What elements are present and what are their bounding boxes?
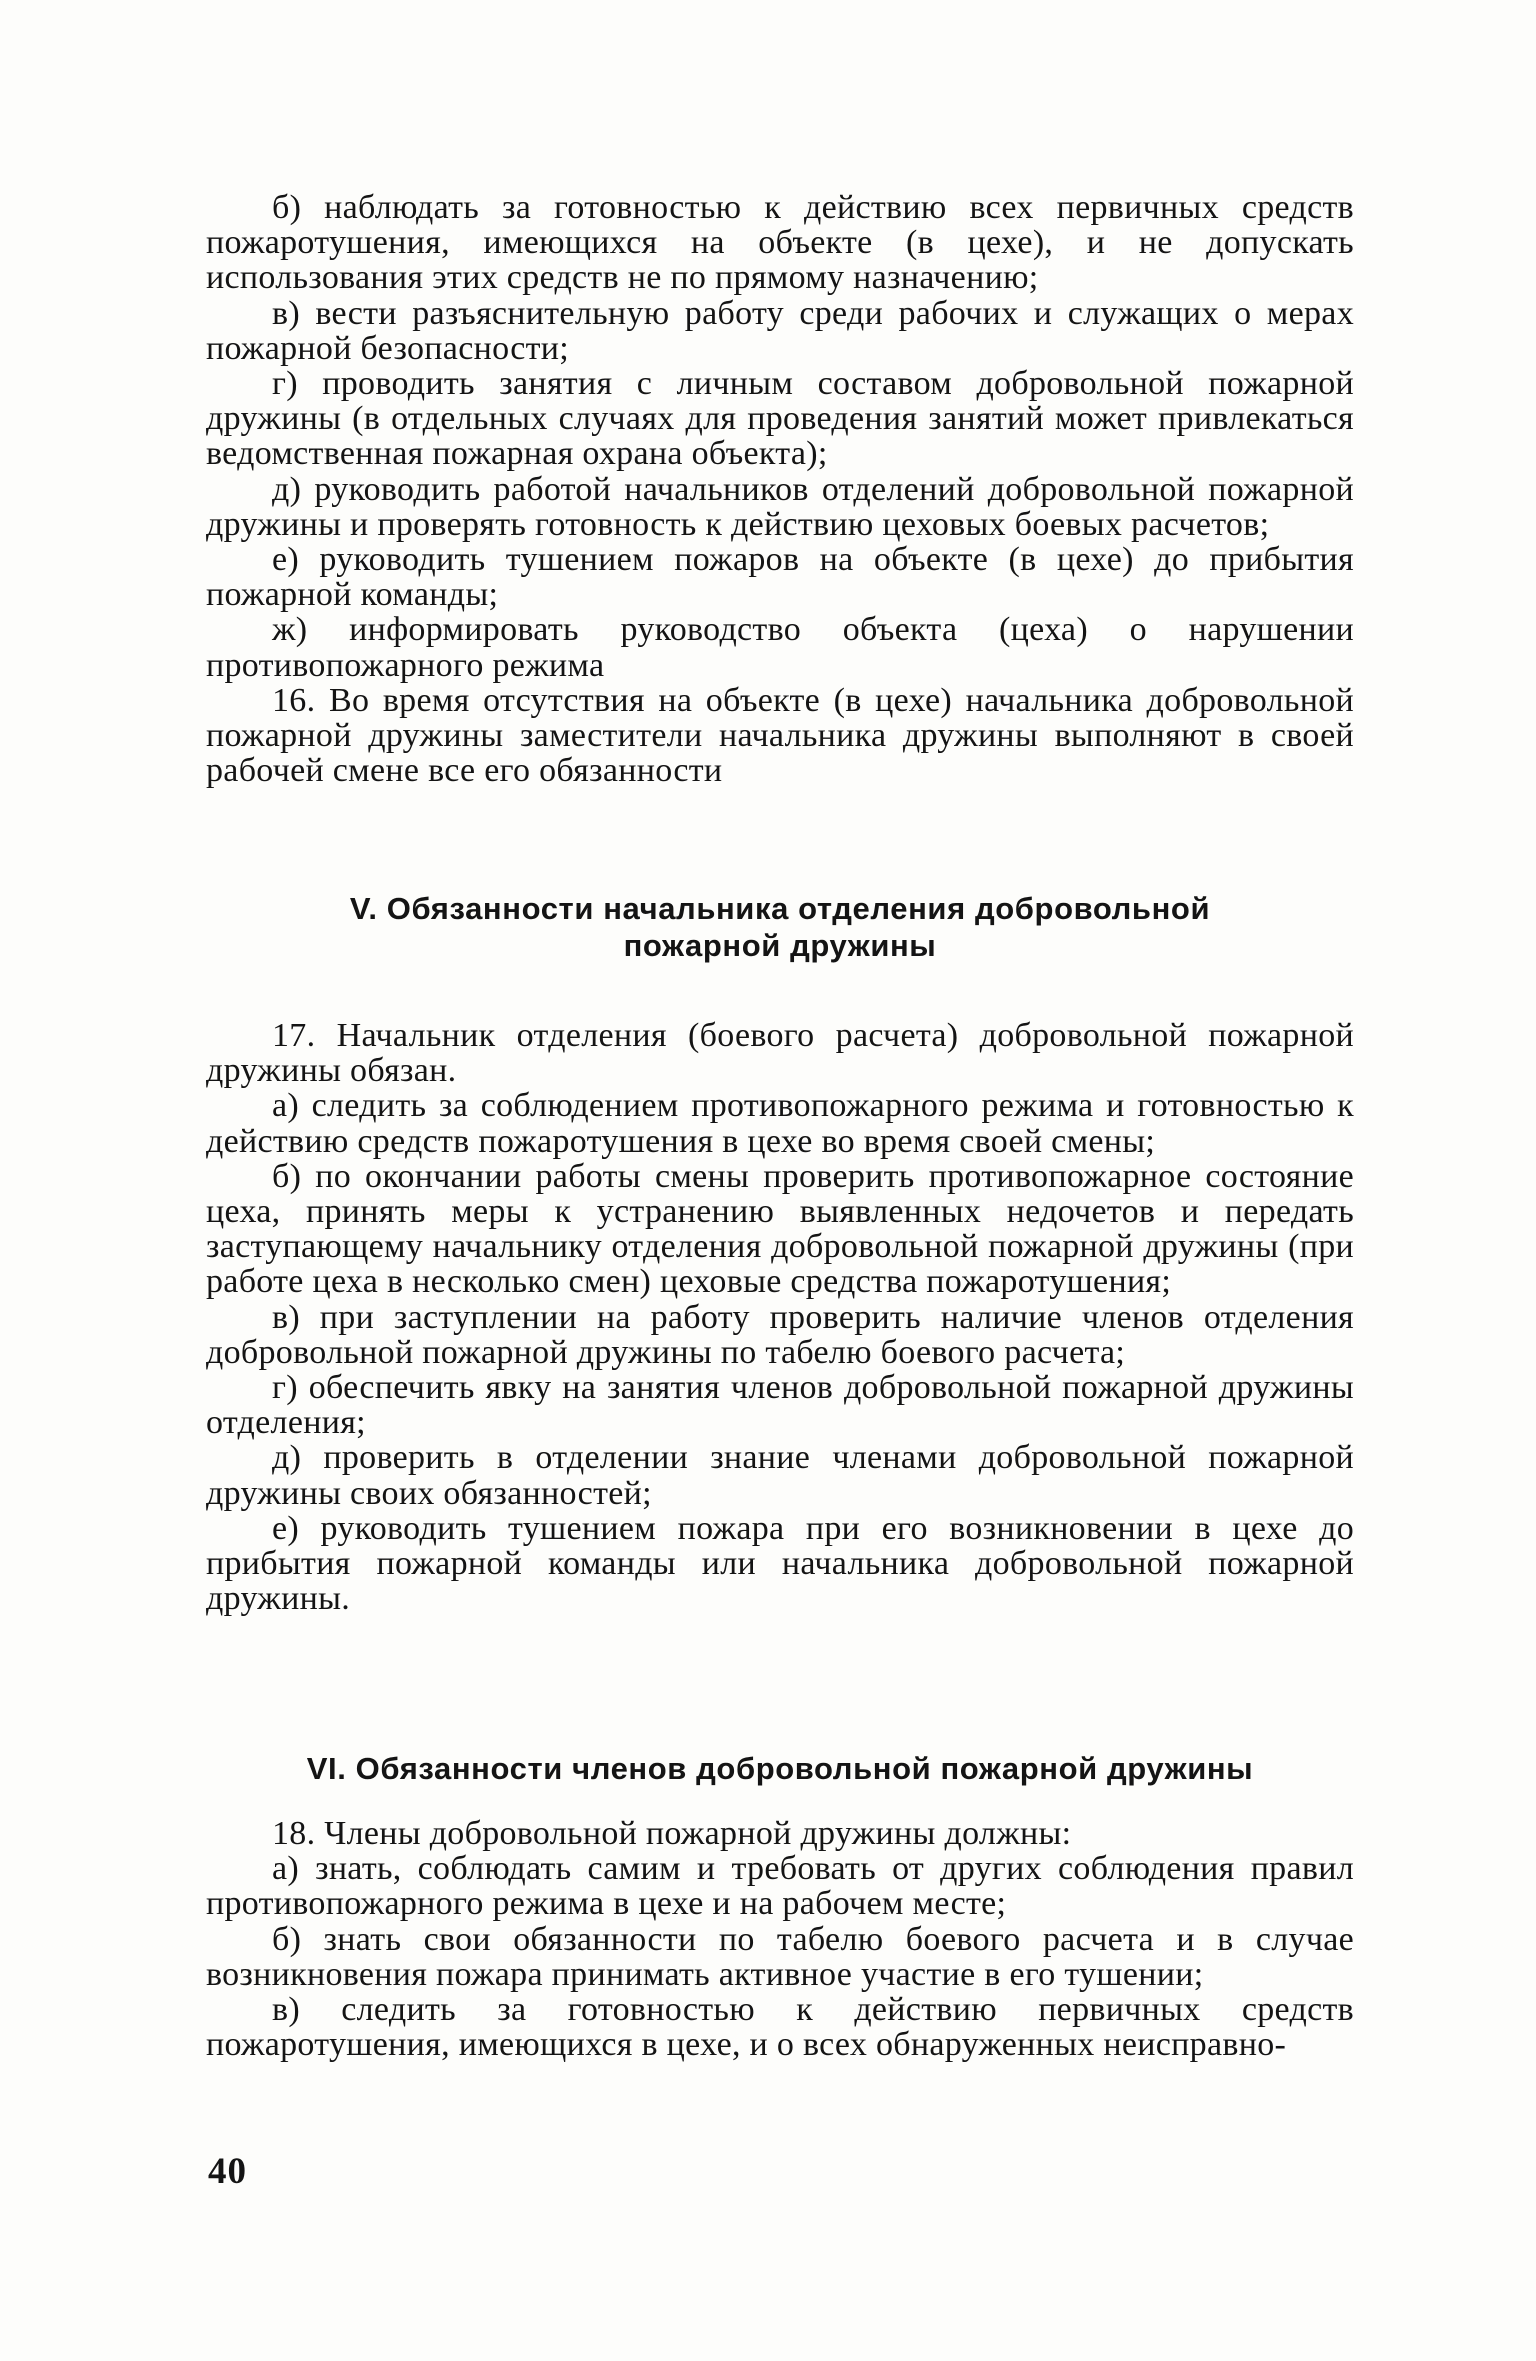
paragraph-item-a: а) следить за соблюдением противопожарного режима и готовностью к действию средств пожаротушения в цехе во время своей смены;: [206, 1087, 1354, 1160]
section-5-heading-line1: V. Обязанности начальника отделения добровольной: [349, 891, 1211, 926]
section-5-body: [206, 1018, 1354, 1616]
paragraph-item-v: в) при заступлении на работу проверить наличие членов отделения добровольной пожарной дружины по табелю боевого расчета;: [206, 1298, 1354, 1371]
paragraph-item-d: д) руководить работой начальников отделений добровольной пожарной дружины и проверять готовность к действию цеховых боевых расчетов;: [206, 470, 1354, 543]
duties-continuation-block: [206, 190, 1354, 788]
paragraph-item-v: в) вести разъяснительную работу среди рабочих и служащих о мерах пожарной безопасности;: [206, 294, 1354, 367]
paragraph-clause-16: 16. Во время отсутствия на объекте (в цехе) начальника добровольной пожарной дружины заместители начальника дружины выполняют в своей рабочей смене все его обязанности: [206, 681, 1354, 790]
paragraph-item-d: д) проверить в отделении знание членами добровольной пожарной дружины своих обязанностей;: [206, 1439, 1354, 1512]
paragraph-item-g: г) проводить занятия с личным составом добровольной пожарной дружины (в отдельных случаях для проведения занятий может привлекаться ведомственная пожарная охрана объекта);: [206, 365, 1354, 473]
paragraph-item-b: б) по окончании работы смены проверить противопожарное состояние цеха, принять меры к устранению выявленных недочетов и передать заступающему начальнику отделения добровольной пожарной дружины (при работе цеха в несколько смен) цеховые средства пожаротушения;: [206, 1157, 1354, 1301]
paragraph-item-b: б) наблюдать за готовностью к действию всех первичных средств пожаротушения, имеющихся на объекте (в цехе), и не допускать использования этих средств не по прямому назначению;: [206, 189, 1354, 297]
paragraph-item-g: г) обеспечить явку на занятия членов добровольной пожарной дружины отделения;: [206, 1369, 1354, 1442]
paragraph-item-e: е) руководить тушением пожаров на объекте (в цехе) до прибытия пожарной команды;: [206, 541, 1354, 614]
paragraph-item-e: е) руководить тушением пожара при его возникновении в цехе до прибытия пожарной команды или начальника добровольной пожарной дружины.: [206, 1509, 1354, 1618]
section-5-heading-line2: пожарной дружины: [623, 928, 937, 963]
paragraph-clause-17: 17. Начальник отделения (боевого расчета) добровольной пожарной дружины обязан.: [206, 1017, 1354, 1090]
page-number: 40: [208, 2151, 247, 2192]
section-6-body: [206, 1816, 1354, 2062]
paragraph-item-zh: ж) информировать руководство объекта (цеха) о нарушении противопожарного режима: [206, 611, 1354, 684]
paragraph-item-v: в) следить за готовностью к действию первичных средств пожаротушения, имеющихся в цехе, и о всех обнаруженных неисправно-: [206, 1991, 1354, 2064]
paragraph-clause-18: 18. Члены добровольной пожарной дружины должны:: [272, 1815, 1072, 1852]
paragraph-item-a: а) знать, соблюдать самим и требовать от других соблюдения правил противопожарного режима в цехе и на рабочем месте;: [206, 1850, 1354, 1923]
section-5-heading: [206, 890, 1354, 964]
section-6-heading: VI. Обязанности членов добровольной пожарной дружины: [306, 1751, 1254, 1786]
paragraph-item-b: б) знать свои обязанности по табелю боевого расчета и в случае возникновения пожара принимать активное участие в его тушении;: [206, 1920, 1354, 1993]
